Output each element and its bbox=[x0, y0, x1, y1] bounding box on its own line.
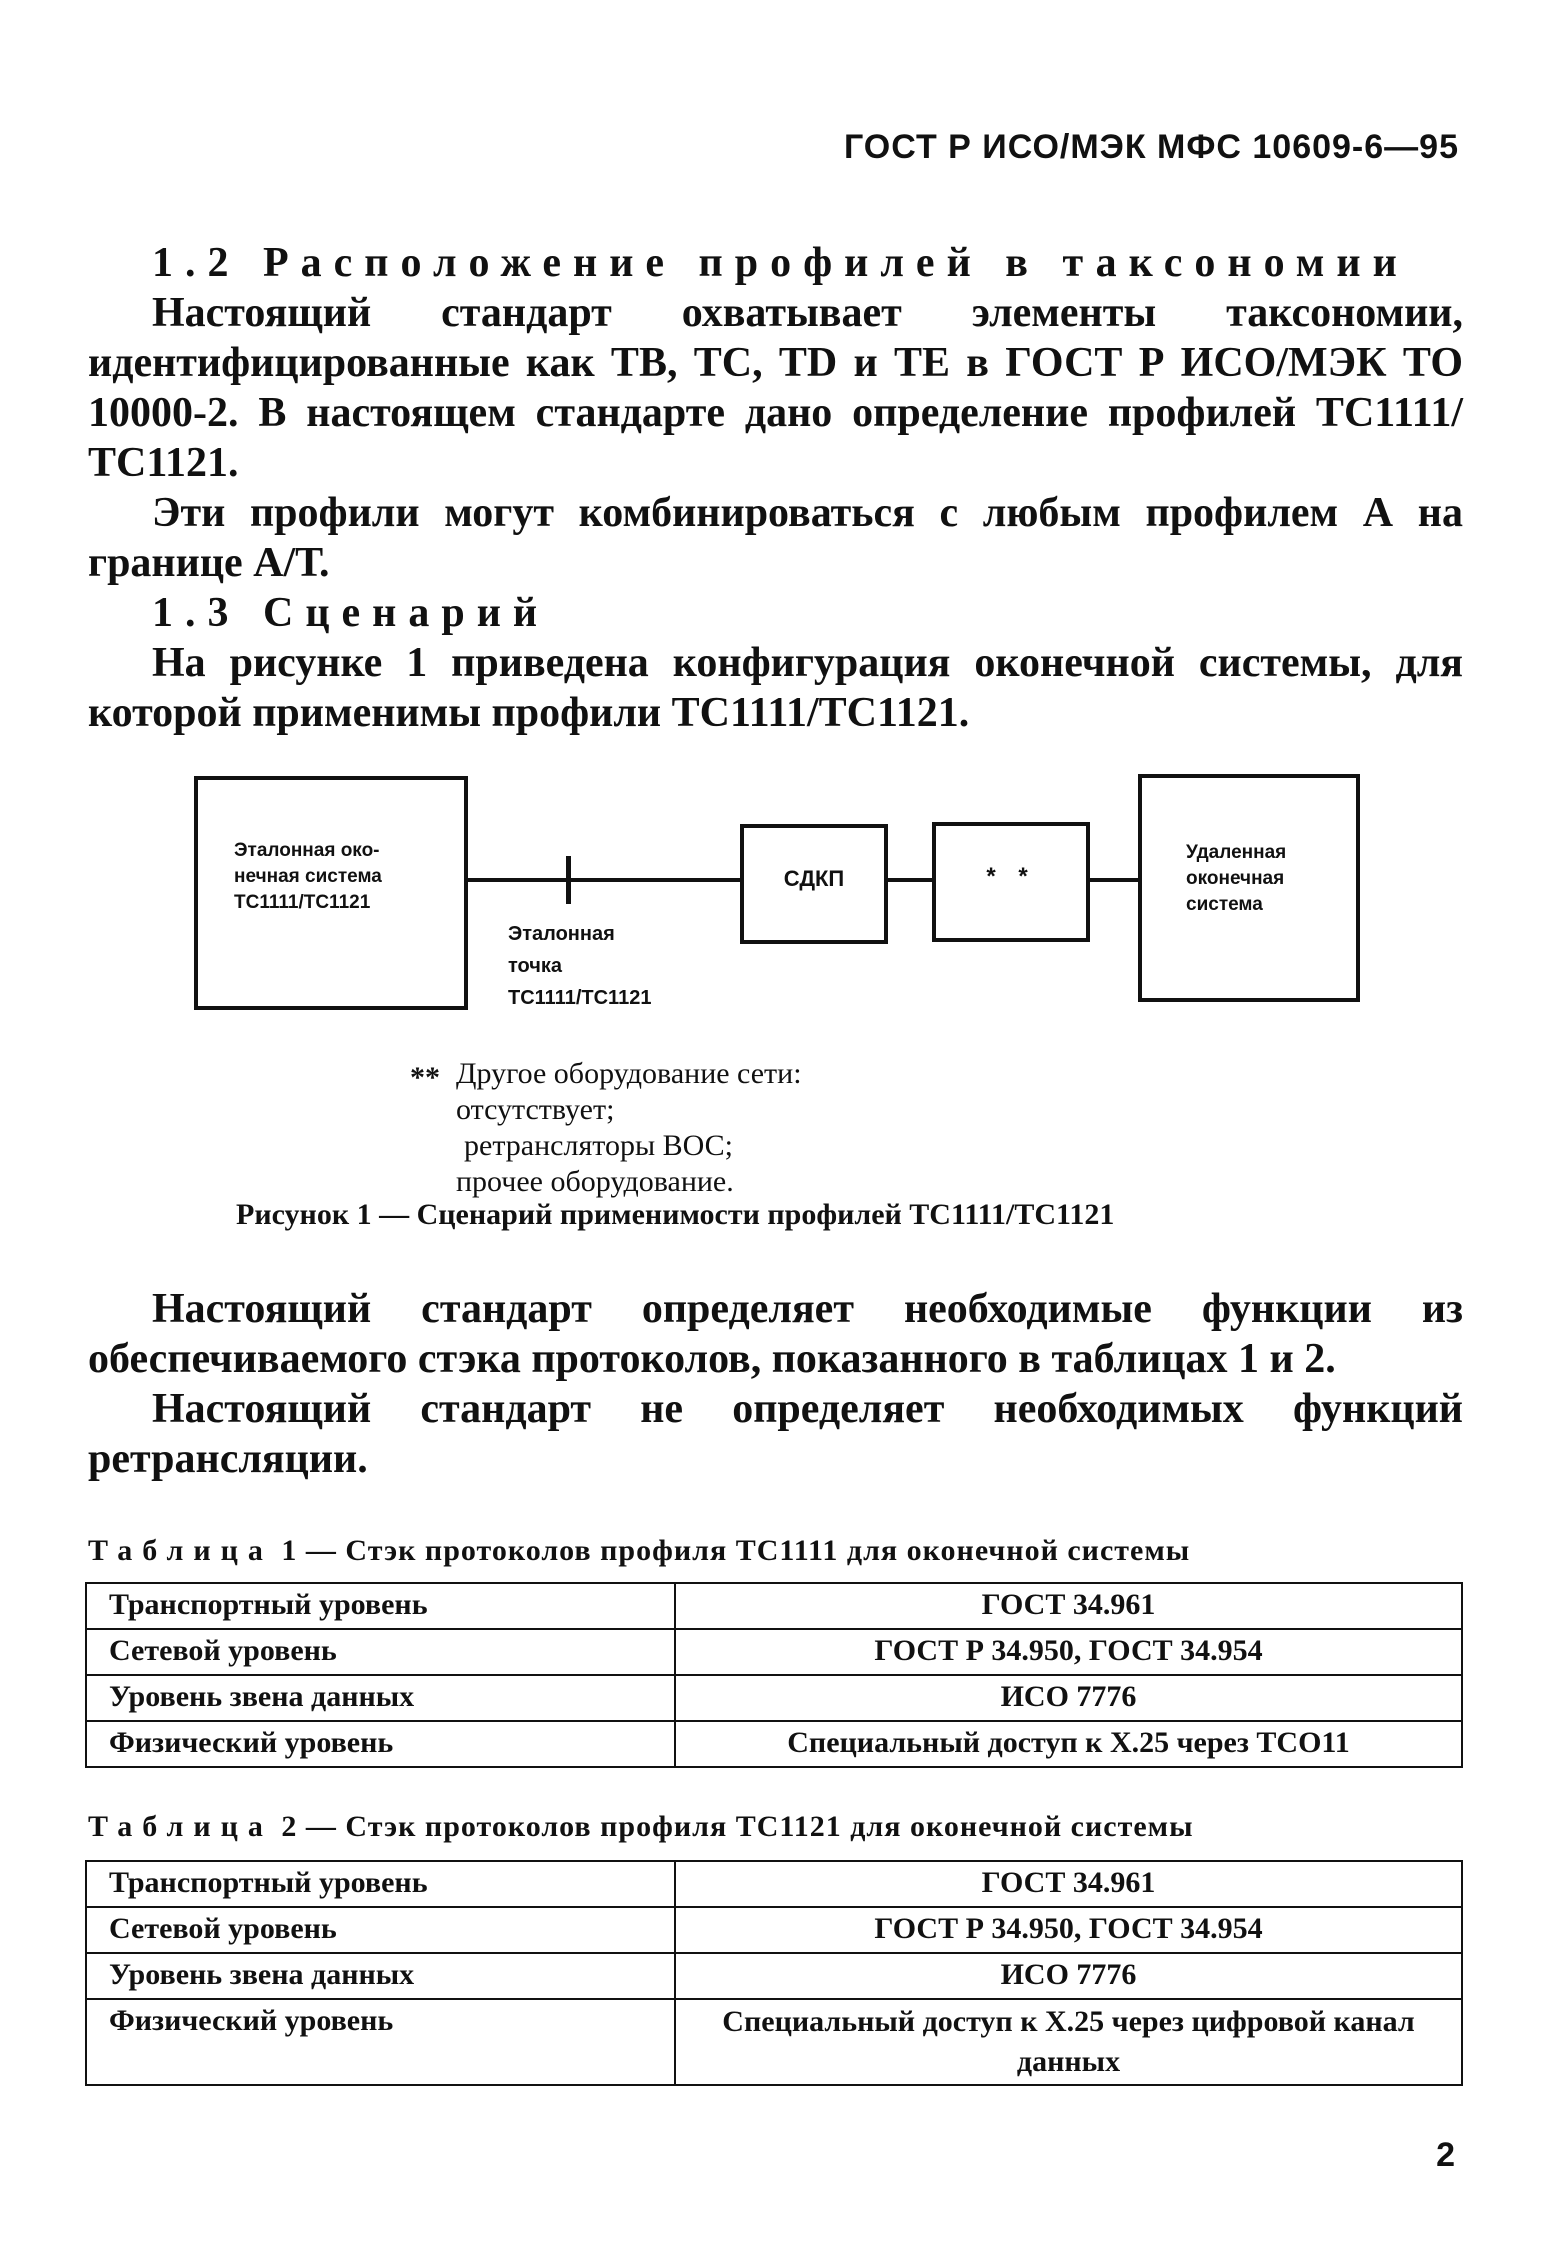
section-1-3-paragraph-1: На рисунке 1 приведена конфигурация оконечной системы, для которой применимы профили ТС1111/ТС1121. bbox=[88, 640, 1463, 736]
table-row bbox=[86, 1861, 1462, 1907]
table-cell: Уровень звена данных bbox=[86, 1675, 675, 1721]
reference-end-system-label-line-1: Эталонная око- bbox=[234, 840, 380, 861]
reference-end-system-label bbox=[234, 838, 382, 916]
reference-point-label-line-2: точка bbox=[508, 955, 562, 977]
section-1-2-heading: 1.2 Расположение профилей в таксономии bbox=[152, 240, 1409, 286]
figure-note-line-4: прочее оборудование. bbox=[456, 1165, 734, 1198]
remote-end-system-label-line-2: оконечная bbox=[1186, 868, 1285, 889]
sdkp-box bbox=[740, 824, 888, 944]
table-row bbox=[86, 1999, 1462, 2085]
table-cell: Транспортный уровень bbox=[86, 1861, 675, 1907]
table-row bbox=[86, 1953, 1462, 1999]
reference-end-system-box bbox=[194, 776, 468, 1010]
section-1-3-heading: 1.3 Сценарий bbox=[152, 590, 550, 636]
after-figure-paragraph-1: Настоящий стандарт определяет необходимые функции из обеспечиваемого стэка протоколов, показанного в таблицах 1 и 2. bbox=[88, 1286, 1463, 1382]
remote-end-system-box bbox=[1138, 774, 1360, 1002]
connection-line bbox=[884, 878, 932, 882]
figure-note-line-3: ретрансляторы ВОС; bbox=[464, 1129, 734, 1162]
table-cell: ГОСТ Р 34.950, ГОСТ 34.954 bbox=[675, 1907, 1462, 1953]
table-1-title-text: 1 — Стэк протоколов профиля ТС1111 для оконечной системы bbox=[281, 1534, 1191, 1567]
table-row bbox=[86, 1675, 1462, 1721]
table-cell: ГОСТ 34.961 bbox=[675, 1861, 1462, 1907]
table-cell: ГОСТ Р 34.950, ГОСТ 34.954 bbox=[675, 1629, 1462, 1675]
connection-line bbox=[464, 878, 740, 882]
reference-point-label-line-3: ТС1111/ТС1121 bbox=[508, 987, 652, 1009]
connection-line bbox=[1086, 878, 1138, 882]
remote-end-system-label bbox=[1186, 840, 1286, 918]
reference-point-tick bbox=[566, 856, 571, 904]
table-1-title-word: Таблица bbox=[88, 1534, 273, 1567]
figure-caption: Рисунок 1 — Сценарий применимости профилей ТС1111/ТС1121 bbox=[236, 1198, 1115, 1231]
after-figure-paragraph-2: Настоящий стандарт не определяет необходимых функций ретрансляции. bbox=[88, 1386, 1463, 1482]
table-row bbox=[86, 1583, 1462, 1629]
table-2-title-word: Таблица bbox=[88, 1810, 273, 1843]
page-number: 2 bbox=[1436, 2136, 1455, 2174]
table-cell: Физический уровень bbox=[86, 1721, 675, 1767]
table-cell: Транспортный уровень bbox=[86, 1583, 675, 1629]
table-cell: Сетевой уровень bbox=[86, 1629, 675, 1675]
table-row bbox=[86, 1721, 1462, 1767]
table-2-title bbox=[88, 1810, 1194, 1844]
remote-end-system-label-line-3: система bbox=[1186, 894, 1263, 915]
table-cell: ГОСТ 34.961 bbox=[675, 1583, 1462, 1629]
reference-point-label bbox=[508, 918, 651, 1014]
table-cell: Физический уровень bbox=[86, 1999, 675, 2085]
section-1-2 bbox=[88, 238, 1463, 738]
sdkp-label: СДКП bbox=[783, 866, 845, 891]
figure-note-line-2: отсутствует; bbox=[456, 1093, 615, 1126]
reference-end-system-label-line-3: ТС1111/ТС1121 bbox=[234, 892, 371, 913]
figure-note bbox=[456, 1056, 802, 1200]
table-2-title-text: 2 — Стэк протоколов профиля ТС1121 для оконечной системы bbox=[281, 1810, 1194, 1843]
table-row bbox=[86, 1907, 1462, 1953]
figure-note-mark: ** bbox=[410, 1061, 440, 1094]
other-equipment-box bbox=[932, 822, 1090, 942]
table-cell: Уровень звена данных bbox=[86, 1953, 675, 1999]
figure-note-line-1: Другое оборудование сети: bbox=[456, 1057, 802, 1090]
table-cell: Специальный доступ к Х.25 через ТСО11 bbox=[675, 1721, 1462, 1767]
table-cell: Сетевой уровень bbox=[86, 1907, 675, 1953]
table-1-title bbox=[88, 1534, 1190, 1568]
reference-end-system-label-line-2: нечная система bbox=[234, 866, 382, 887]
other-equipment-label: * * bbox=[986, 863, 1036, 890]
table-1 bbox=[85, 1582, 1463, 1768]
table-cell: ИСО 7776 bbox=[675, 1953, 1462, 1999]
document-header: ГОСТ Р ИСО/МЭК МФС 10609-6—95 bbox=[843, 128, 1459, 166]
section-1-2-paragraph-2: Эти профили могут комбинироваться с любым профилем А на границе А/Т. bbox=[88, 490, 1463, 586]
table-cell: ИСО 7776 bbox=[675, 1675, 1462, 1721]
table-2 bbox=[85, 1860, 1463, 2086]
remote-end-system-label-line-1: Удаленная bbox=[1186, 842, 1287, 863]
table-cell: Специальный доступ к Х.25 через цифровой канал данных bbox=[675, 1999, 1462, 2085]
reference-point-label-line-1: Эталонная bbox=[508, 923, 615, 945]
after-figure-text bbox=[88, 1284, 1463, 1484]
section-1-2-paragraph-1: Настоящий стандарт охватывает элементы таксономии, идентифицированные как ТВ, ТС, TD и ТЕ в ГОСТ Р ИСО/МЭК ТО 10000-2. В настоящем стандарте дано определение профилей ТС1111/ТС1121. bbox=[88, 290, 1463, 486]
scenario-diagram bbox=[0, 760, 1555, 1040]
table-row bbox=[86, 1629, 1462, 1675]
